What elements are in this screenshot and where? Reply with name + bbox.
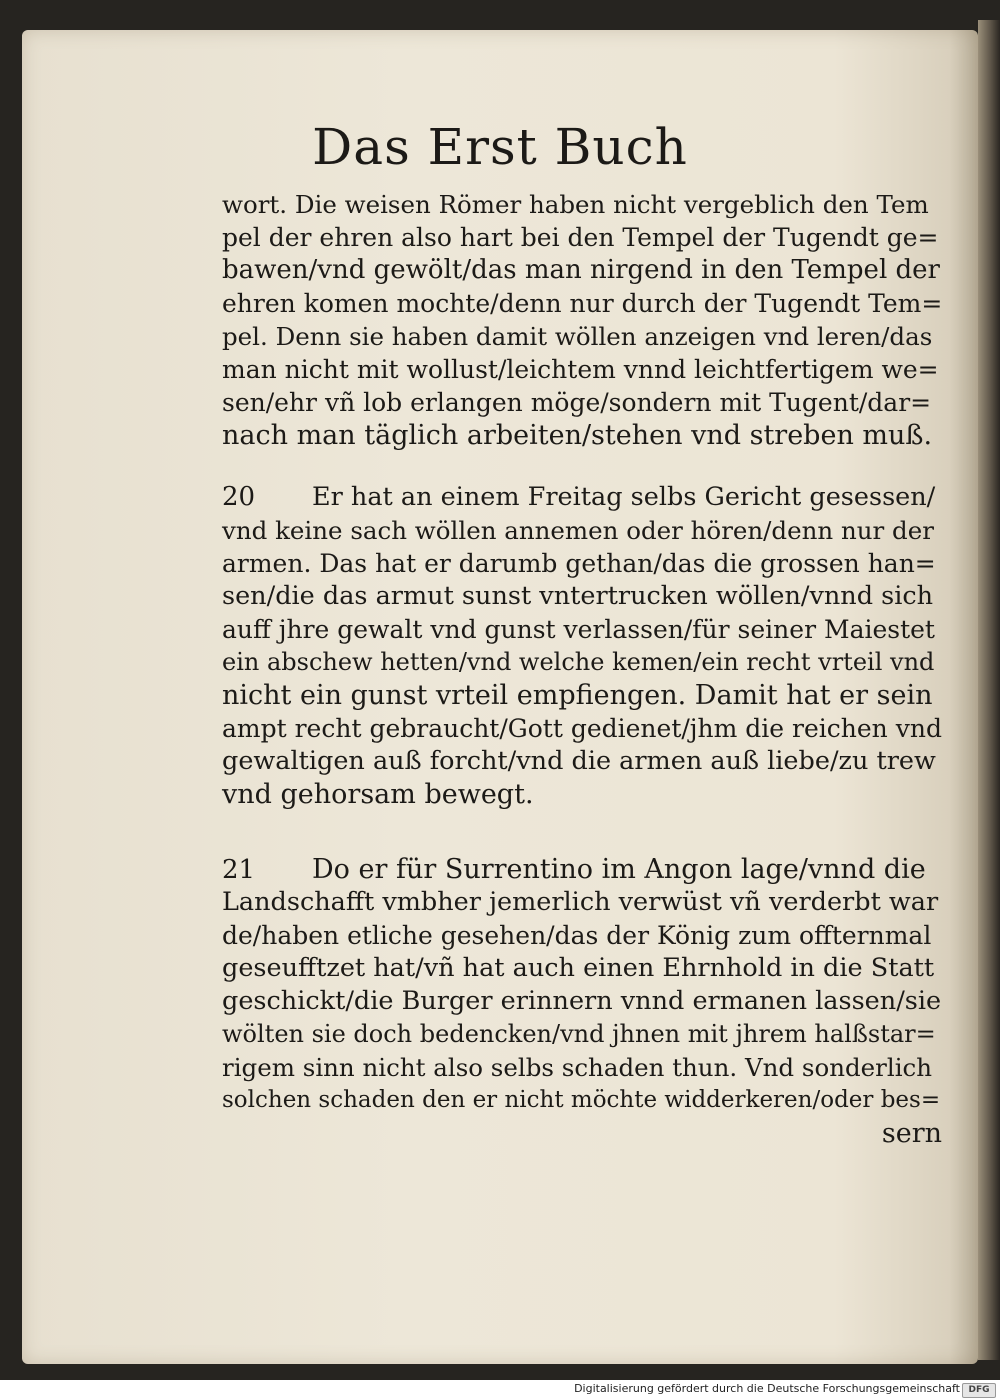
text-line: sen/die das armut sunst vntertrucken wöllen/vnnd sich [222,581,934,611]
text-line: auff jhre gewalt vnd gunst verlassen/für seiner Maiestet [222,615,935,644]
paragraph-continuation [222,188,942,452]
text-line: vnd gehorsam bewegt. [222,779,534,810]
text-line: pel. Denn sie haben damit wöllen anzeigen vnd leren/das [222,322,933,351]
text-line [222,481,942,514]
text-line [222,853,942,886]
text-line: man nicht mit wollust/leichtem vnnd leichtfertigem we= [222,355,939,384]
text-line: wölten sie doch bedencken/vnd jhnen mit jhrem halßstar= [222,1020,936,1048]
text-line: Landschafft vmbher jemerlich verwüst vñ verderbt war [222,887,939,917]
catchword: sern [881,1118,942,1149]
text-line: sen/ehr vñ lob erlangen möge/sondern mit Tugent/dar= [222,388,932,417]
dfg-logo-icon: DFG [962,1383,996,1398]
text-line: vnd keine sach wöllen annemen oder hören/denn nur der [222,516,934,545]
text-line: geschickt/die Burger erinnern vnnd ermanen lassen/sie [222,986,942,1016]
text-line-content: Er hat an einem Freitag selbs Gericht gesessen/ [312,482,936,512]
text-line: nicht ein gunst vrteil empfiengen. Damit hat er sein [222,680,933,711]
text-line: ampt recht gebraucht/Gott gedienet/jhm die reichen vnd [222,714,942,743]
text-line-content: Do er für Surrentino im Angon lage/vnnd die [312,854,926,885]
text-line: armen. Das hat er darumb gethan/das die grossen han= [222,549,936,578]
text-line: de/haben etliche gesehen/das der König zum offternmal [222,921,932,950]
funding-credit: Digitalisierung gefördert durch die Deutsche Forschungsgemeinschaft [574,1382,960,1395]
text-line: geseufftzet hat/vñ hat auch einen Ehrnhold in die Statt [222,953,935,983]
footer-bar [0,1380,1000,1399]
text-line: ehren komen mochte/denn nur durch der Tugendt Tem= [222,289,943,318]
text-line: pel der ehren also hart bei den Tempel der Tugendt ge= [222,223,939,252]
text-line: solchen schaden den er nicht möchte widderkeren/oder bes= [222,1087,941,1113]
text-line: bawen/vnd gewölt/das man nirgend in den Tempel der [222,255,940,285]
paragraph-21 [222,853,942,1150]
text-line: nach man täglich arbeiten/stehen vnd streben muß. [222,420,933,451]
paragraph-20 [222,481,942,811]
paragraph-number: 21 [222,855,256,885]
running-header: Das Erst Buch [312,118,688,176]
book-spine [978,20,1000,1360]
text-line: ein abschew hetten/vnd welche kemen/ein recht vrteil vnd [222,648,935,676]
text-line: wort. Die weisen Römer haben nicht vergeblich den Tem [222,190,929,219]
text-line: gewaltigen auß forcht/vnd die armen auß liebe/zu trew [222,746,936,776]
text-line: rigem sinn nicht also selbs schaden thun. Vnd sonderlich [222,1053,933,1082]
paragraph-number: 20 [222,482,256,512]
